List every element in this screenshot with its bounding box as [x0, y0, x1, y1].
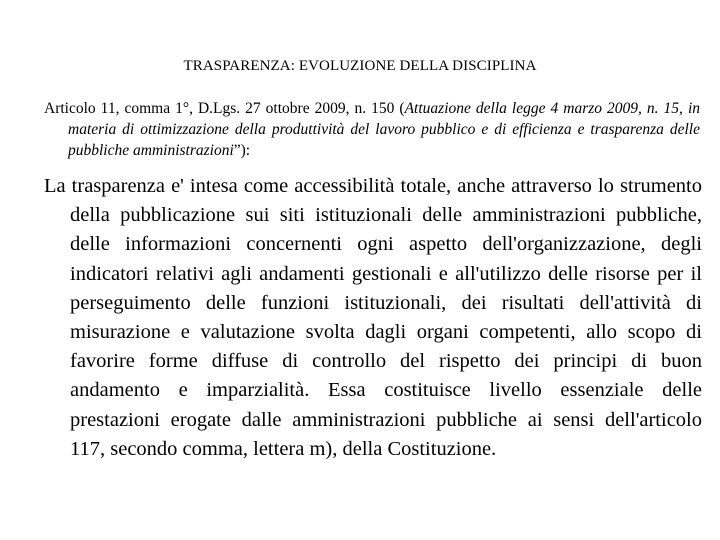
citation-suffix: ”): — [233, 142, 251, 159]
citation-italic-title: Attuazione della legge 4 marzo 2009, n. 15, in materia di ottimizzazione della produttività del lavoro pubblico e di efficienza e trasparenza delle pubbliche amministrazioni — [68, 100, 700, 159]
slide-title: TRASPARENZA: EVOLUZIONE DELLA DISCIPLINA — [183, 58, 537, 74]
body-paragraph: La trasparenza e' intesa come accessibilità totale, anche attraverso lo strumento della pubblicazione sui siti istituzionali delle amministrazioni pubbliche, delle informazioni concernenti ogni aspetto dell'organizzazione, degli indicatori relativi agli andamenti gestionali e all'utilizzo delle risorse per il perseguimento delle funzioni istituzionali, dei risultati dell'attività di misurazione e valutazione svolta dagli organi competenti, allo scopo di favorire forme diffuse di controllo del rispetto dei principi di buon andamento e imparzialità. Essa costituisce livello essenziale delle prestazioni erogate dalle amministrazioni pubbliche ai sensi dell'articolo 117, secondo comma, lettera m), della Costituzione. — [44, 175, 702, 460]
citation-prefix: Articolo 11, comma 1°, D.Lgs. 27 ottobre 2009, n. 150 ( — [44, 100, 405, 117]
legal-citation — [44, 98, 700, 161]
